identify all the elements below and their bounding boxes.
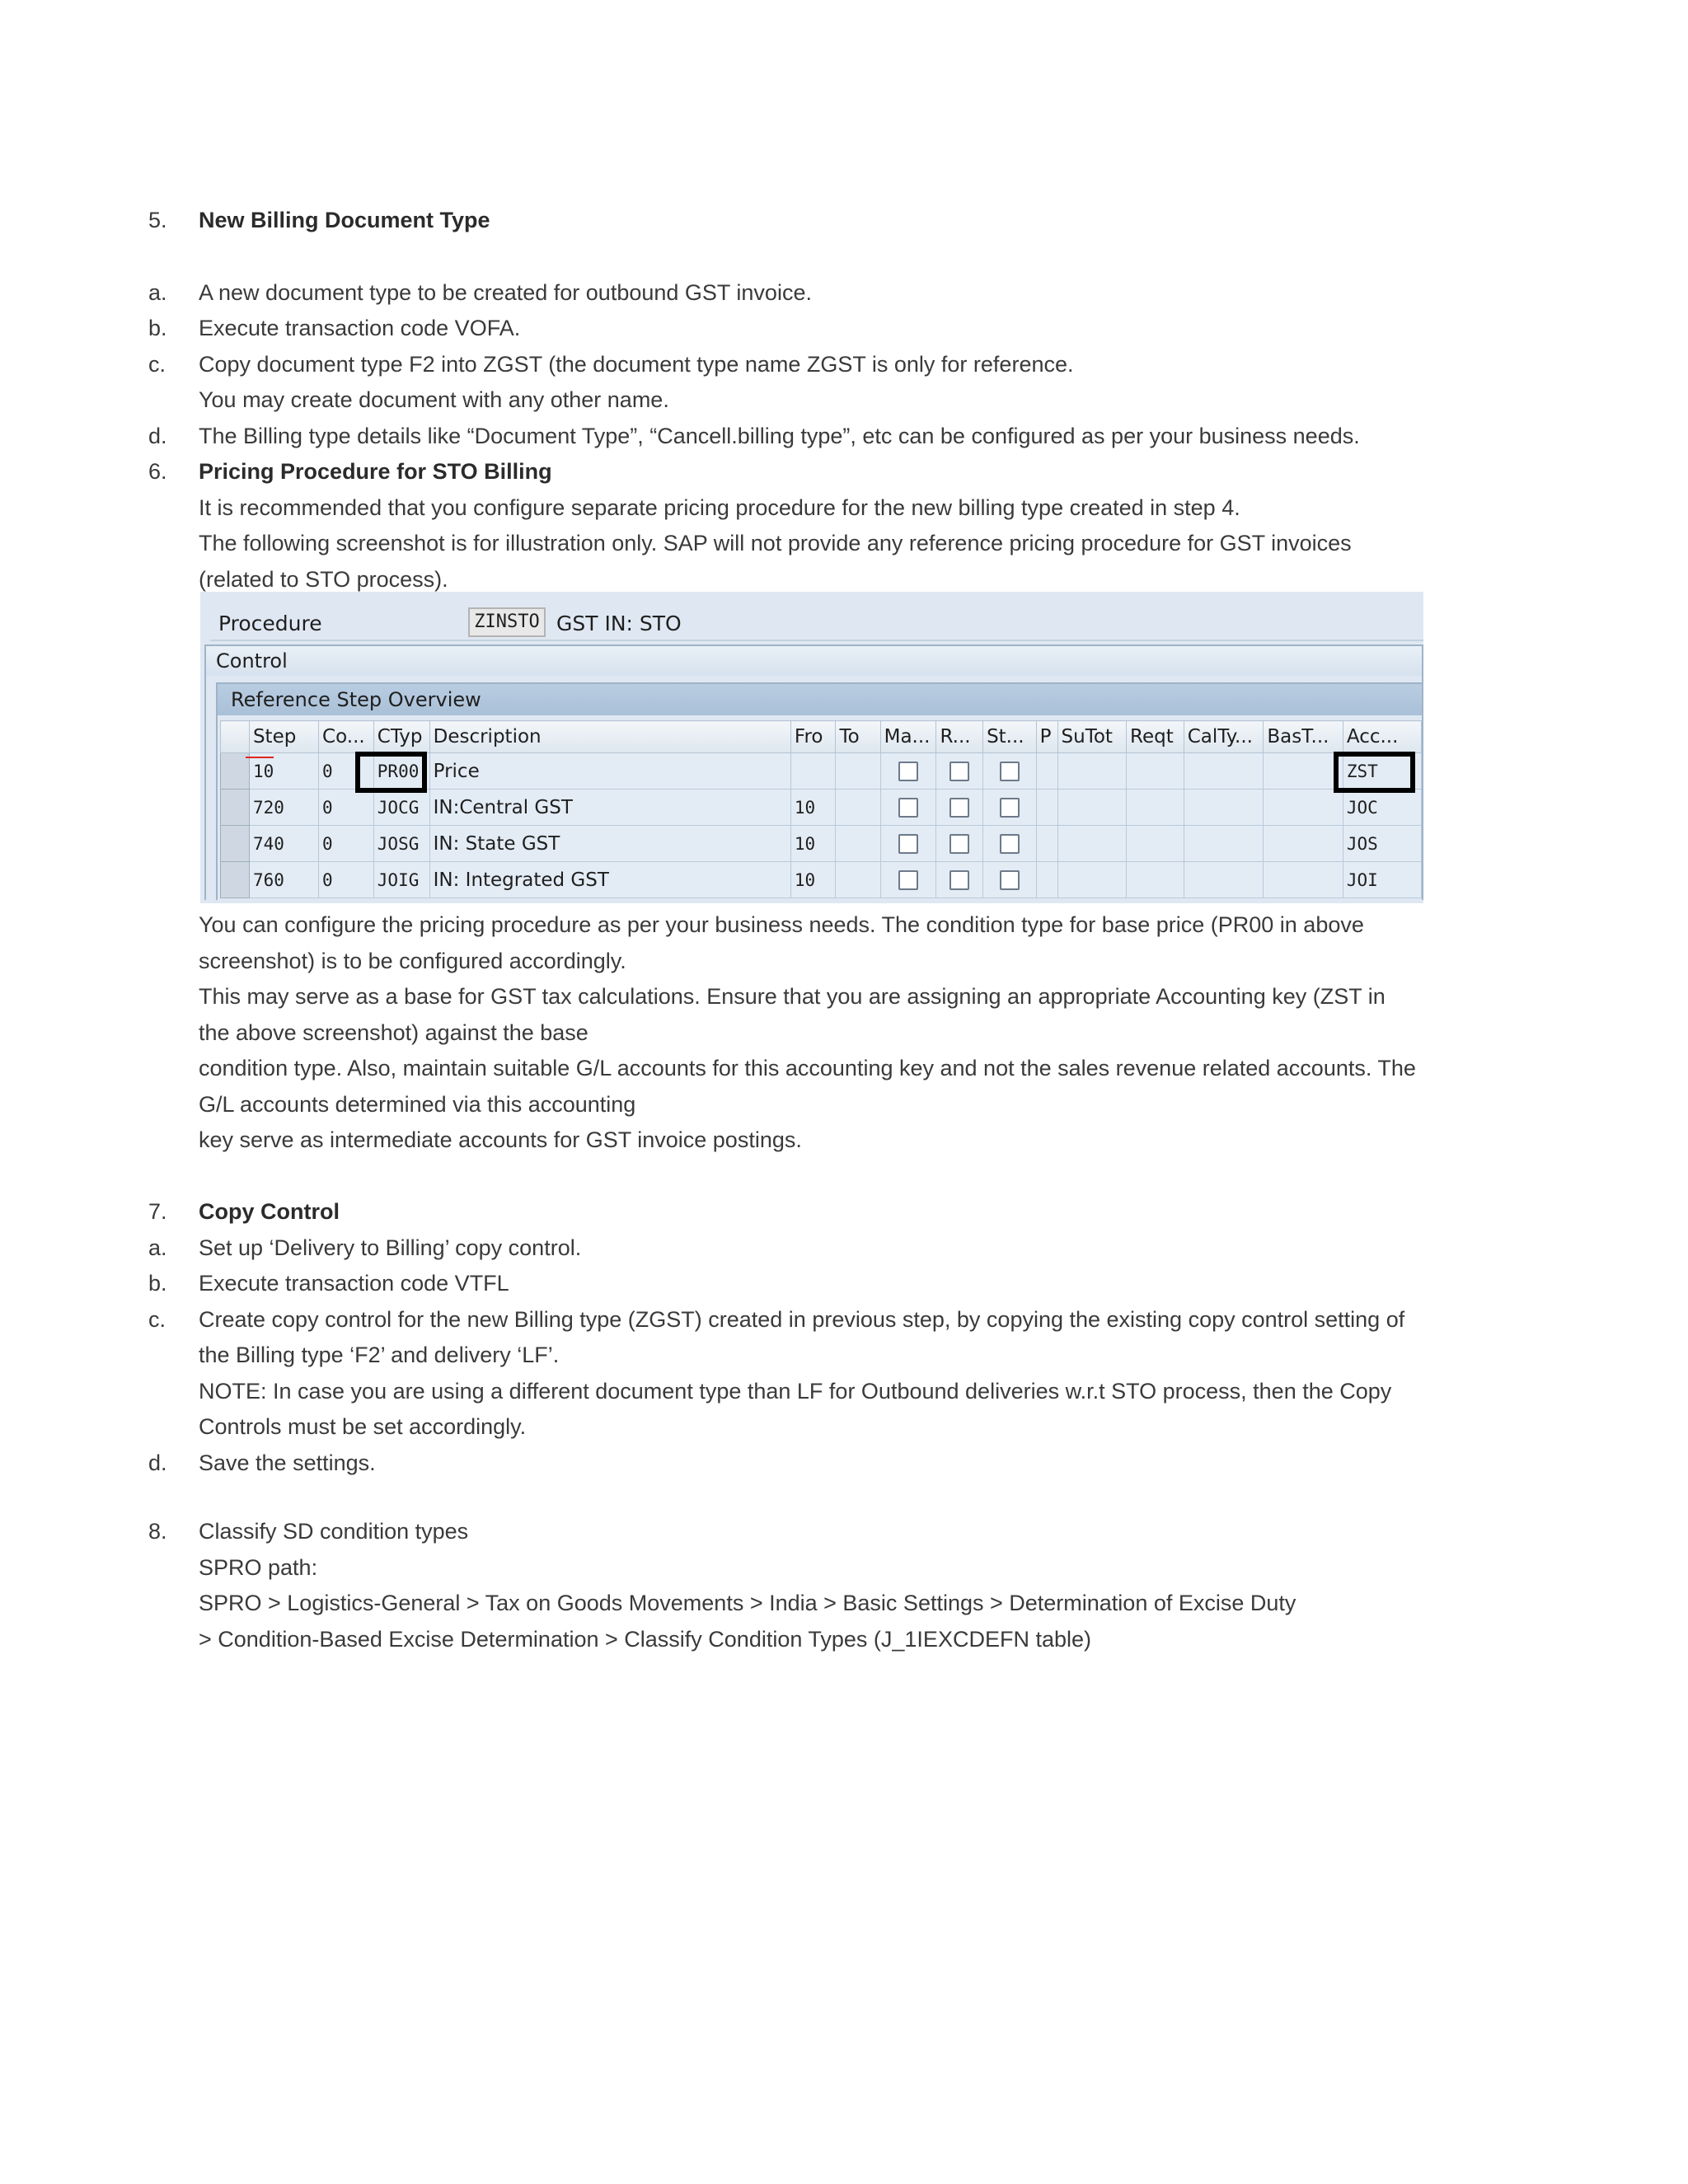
description-cell: Price xyxy=(429,753,790,790)
row-selector[interactable] xyxy=(221,753,250,790)
paragraph-line: (related to STO process). xyxy=(199,567,448,592)
print-cell[interactable] xyxy=(1036,790,1057,826)
to-cell[interactable] xyxy=(836,790,880,826)
checkbox[interactable] xyxy=(898,798,918,818)
description-cell: IN:Central GST xyxy=(429,790,790,826)
statistical-checkbox-cell[interactable] xyxy=(983,753,1037,790)
base-type-cell[interactable] xyxy=(1264,826,1343,862)
description-cell: IN: Integrated GST xyxy=(429,862,790,898)
control-title[interactable]: Control xyxy=(206,646,1422,676)
from-cell[interactable]: 10 xyxy=(790,862,836,898)
section-title: Copy Control xyxy=(199,1199,340,1224)
column-header[interactable]: SuTot xyxy=(1057,721,1127,753)
paragraph-line: the above screenshot) against the base xyxy=(199,1020,588,1045)
section-number: 8. xyxy=(148,1519,167,1544)
list-marker: c. xyxy=(148,1307,166,1332)
section-number: 6. xyxy=(148,459,167,484)
list-item: Execute transaction code VOFA. xyxy=(199,316,521,340)
paragraph-line: screenshot) is to be configured accordingly. xyxy=(199,949,626,973)
from-cell[interactable]: 10 xyxy=(790,790,836,826)
row-selector[interactable] xyxy=(221,790,250,826)
subtotal-cell[interactable] xyxy=(1057,753,1127,790)
subtotal-cell[interactable] xyxy=(1057,826,1127,862)
paragraph-line: key serve as intermediate accounts for GST invoice postings. xyxy=(199,1127,802,1152)
list-item: Create copy control for the new Billing type (ZGST) created in previous step, by copying the existing copy control setting of xyxy=(199,1307,1405,1332)
to-cell[interactable] xyxy=(836,753,880,790)
step-cell[interactable]: 720 xyxy=(249,790,318,826)
sap-pricing-procedure-screenshot xyxy=(200,592,1423,903)
row-selector-header[interactable] xyxy=(221,721,250,753)
requirement-cell[interactable] xyxy=(1127,753,1184,790)
required-checkbox-cell[interactable] xyxy=(936,790,983,826)
print-cell[interactable] xyxy=(1036,862,1057,898)
print-cell[interactable] xyxy=(1036,753,1057,790)
column-header[interactable]: Fro xyxy=(790,721,836,753)
list-marker: b. xyxy=(148,1271,167,1296)
spro-path-line: SPRO > Logistics-General > Tax on Goods Movements > India > Basic Settings > Determination of Excise Duty xyxy=(199,1591,1296,1615)
description-cell: IN: State GST xyxy=(429,826,790,862)
list-item: Execute transaction code VTFL xyxy=(199,1271,509,1296)
overview-title: Reference Step Overview xyxy=(218,684,1422,715)
control-panel xyxy=(204,644,1423,900)
list-marker: a. xyxy=(148,1235,167,1260)
base-type-cell[interactable] xyxy=(1264,862,1343,898)
subtotal-cell[interactable] xyxy=(1057,790,1127,826)
column-header[interactable]: To xyxy=(836,721,880,753)
required-checkbox-cell[interactable] xyxy=(936,753,983,790)
column-header[interactable]: BasT... xyxy=(1264,721,1343,753)
section-title: Pricing Procedure for STO Billing xyxy=(199,459,552,484)
calc-type-cell[interactable] xyxy=(1184,826,1264,862)
from-cell[interactable]: 10 xyxy=(790,826,836,862)
row-selector[interactable] xyxy=(221,862,250,898)
reference-step-overview xyxy=(216,682,1423,900)
column-header[interactable]: St... xyxy=(983,721,1037,753)
list-item-continuation: You may create document with any other name. xyxy=(199,387,669,412)
requirement-cell[interactable] xyxy=(1127,826,1184,862)
checkbox[interactable] xyxy=(950,834,969,854)
statistical-checkbox-cell[interactable] xyxy=(983,862,1037,898)
section-title: Classify SD condition types xyxy=(199,1519,469,1544)
table-row[interactable] xyxy=(221,753,1422,790)
manual-checkbox-cell[interactable] xyxy=(880,826,936,862)
account-key-cell[interactable]: JOI xyxy=(1343,862,1421,898)
to-cell[interactable] xyxy=(836,862,880,898)
counter-cell[interactable]: 0 xyxy=(319,790,374,826)
list-item: Set up ‘Delivery to Billing’ copy control. xyxy=(199,1235,582,1260)
list-marker: c. xyxy=(148,352,166,377)
list-marker: d. xyxy=(148,1451,167,1475)
steps-table xyxy=(220,720,1422,898)
checkbox[interactable] xyxy=(1000,834,1020,854)
manual-checkbox-cell[interactable] xyxy=(880,790,936,826)
condition-type-cell[interactable]: JOCG xyxy=(373,790,429,826)
list-item: Save the settings. xyxy=(199,1451,376,1475)
step-cell[interactable]: 760 xyxy=(249,862,318,898)
checkbox[interactable] xyxy=(898,870,918,890)
manual-checkbox-cell[interactable] xyxy=(880,862,936,898)
column-header[interactable]: Acc... xyxy=(1343,721,1421,753)
checkbox[interactable] xyxy=(898,834,918,854)
step-cell[interactable]: 740 xyxy=(249,826,318,862)
list-item-continuation: the Billing type ‘F2’ and delivery ‘LF’. xyxy=(199,1343,560,1367)
list-item: A new document type to be created for outbound GST invoice. xyxy=(199,280,812,305)
required-checkbox-cell[interactable] xyxy=(936,826,983,862)
checkbox[interactable] xyxy=(1000,870,1020,890)
account-key-cell[interactable]: JOS xyxy=(1343,826,1421,862)
condition-type-cell[interactable]: PR00 xyxy=(373,753,429,790)
paragraph-line: It is recommended that you configure separate pricing procedure for the new billing type created in step 4. xyxy=(199,495,1240,520)
account-key-cell[interactable]: ZST xyxy=(1343,753,1421,790)
checkbox[interactable] xyxy=(1000,762,1020,781)
table-header-row xyxy=(221,721,1422,753)
base-type-cell[interactable] xyxy=(1264,790,1343,826)
section-number: 7. xyxy=(148,1199,167,1224)
paragraph-line: condition type. Also, maintain suitable G/L accounts for this accounting key and not the sales revenue related accounts. The xyxy=(199,1056,1416,1080)
statistical-checkbox-cell[interactable] xyxy=(983,826,1037,862)
section-number: 5. xyxy=(148,208,167,232)
row-selector[interactable] xyxy=(221,826,250,862)
checkbox[interactable] xyxy=(898,762,918,781)
requirement-cell[interactable] xyxy=(1127,790,1184,826)
section-title: New Billing Document Type xyxy=(199,208,490,232)
procedure-label: Procedure xyxy=(218,612,322,635)
table-row[interactable] xyxy=(221,862,1422,898)
list-marker: a. xyxy=(148,280,167,305)
procedure-input[interactable]: ZINSTO xyxy=(468,607,546,637)
column-header[interactable]: Step xyxy=(249,721,318,753)
paragraph-line: You can configure the pricing procedure as per your business needs. The condition type for base price (PR00 in above xyxy=(199,912,1364,937)
divider xyxy=(210,640,1423,641)
list-item: The Billing type details like “Document Type”, “Cancell.billing type”, etc can be configured as per your business needs. xyxy=(199,424,1360,448)
condition-type-cell[interactable]: JOSG xyxy=(373,826,429,862)
checkbox[interactable] xyxy=(1000,798,1020,818)
column-header[interactable]: P xyxy=(1036,721,1057,753)
calc-type-cell[interactable] xyxy=(1184,862,1264,898)
spro-path-line: > Condition-Based Excise Determination > Classify Condition Types (J_1IEXCDEFN table) xyxy=(199,1627,1091,1652)
list-item-continuation: Controls must be set accordingly. xyxy=(199,1414,527,1439)
paragraph-line: SPRO path: xyxy=(199,1555,318,1580)
print-cell[interactable] xyxy=(1036,826,1057,862)
column-header[interactable]: CTyp xyxy=(373,721,429,753)
checkbox[interactable] xyxy=(950,870,969,890)
calc-type-cell[interactable] xyxy=(1184,790,1264,826)
condition-type-cell[interactable]: JOIG xyxy=(373,862,429,898)
procedure-description: GST IN: STO xyxy=(556,612,682,635)
subtotal-cell[interactable] xyxy=(1057,862,1127,898)
checkbox[interactable] xyxy=(950,798,969,818)
list-item: Copy document type F2 into ZGST (the document type name ZGST is only for reference. xyxy=(199,352,1074,377)
calc-type-cell[interactable] xyxy=(1184,753,1264,790)
to-cell[interactable] xyxy=(836,826,880,862)
counter-cell[interactable]: 0 xyxy=(319,826,374,862)
step-cell[interactable]: 10 xyxy=(249,753,318,790)
column-header[interactable]: Ma... xyxy=(880,721,936,753)
list-marker: d. xyxy=(148,424,167,448)
checkbox[interactable] xyxy=(950,762,969,781)
column-header[interactable]: Description xyxy=(429,721,790,753)
table-row[interactable] xyxy=(221,790,1422,826)
base-type-cell[interactable] xyxy=(1264,753,1343,790)
account-key-cell[interactable]: JOC xyxy=(1343,790,1421,826)
column-header[interactable]: Reqt xyxy=(1127,721,1184,753)
paragraph-line: This may serve as a base for GST tax calculations. Ensure that you are assigning an appropriate Accounting key (ZST in xyxy=(199,984,1386,1009)
requirement-cell[interactable] xyxy=(1127,862,1184,898)
list-item-continuation: NOTE: In case you are using a different document type than LF for Outbound deliveries w.r.t STO process, then the Copy xyxy=(199,1379,1392,1404)
list-marker: b. xyxy=(148,316,167,340)
column-header[interactable]: Co... xyxy=(319,721,374,753)
manual-checkbox-cell[interactable] xyxy=(880,753,936,790)
column-header[interactable]: CalTy... xyxy=(1184,721,1264,753)
table-row[interactable] xyxy=(221,826,1422,862)
counter-cell[interactable]: 0 xyxy=(319,753,374,790)
paragraph-line: G/L accounts determined via this accounting xyxy=(199,1092,636,1117)
counter-cell[interactable]: 0 xyxy=(319,862,374,898)
paragraph-line: The following screenshot is for illustration only. SAP will not provide any reference pricing procedure for GST invoices xyxy=(199,531,1352,555)
statistical-checkbox-cell[interactable] xyxy=(983,790,1037,826)
required-checkbox-cell[interactable] xyxy=(936,862,983,898)
from-cell[interactable] xyxy=(790,753,836,790)
column-header[interactable]: R... xyxy=(936,721,983,753)
